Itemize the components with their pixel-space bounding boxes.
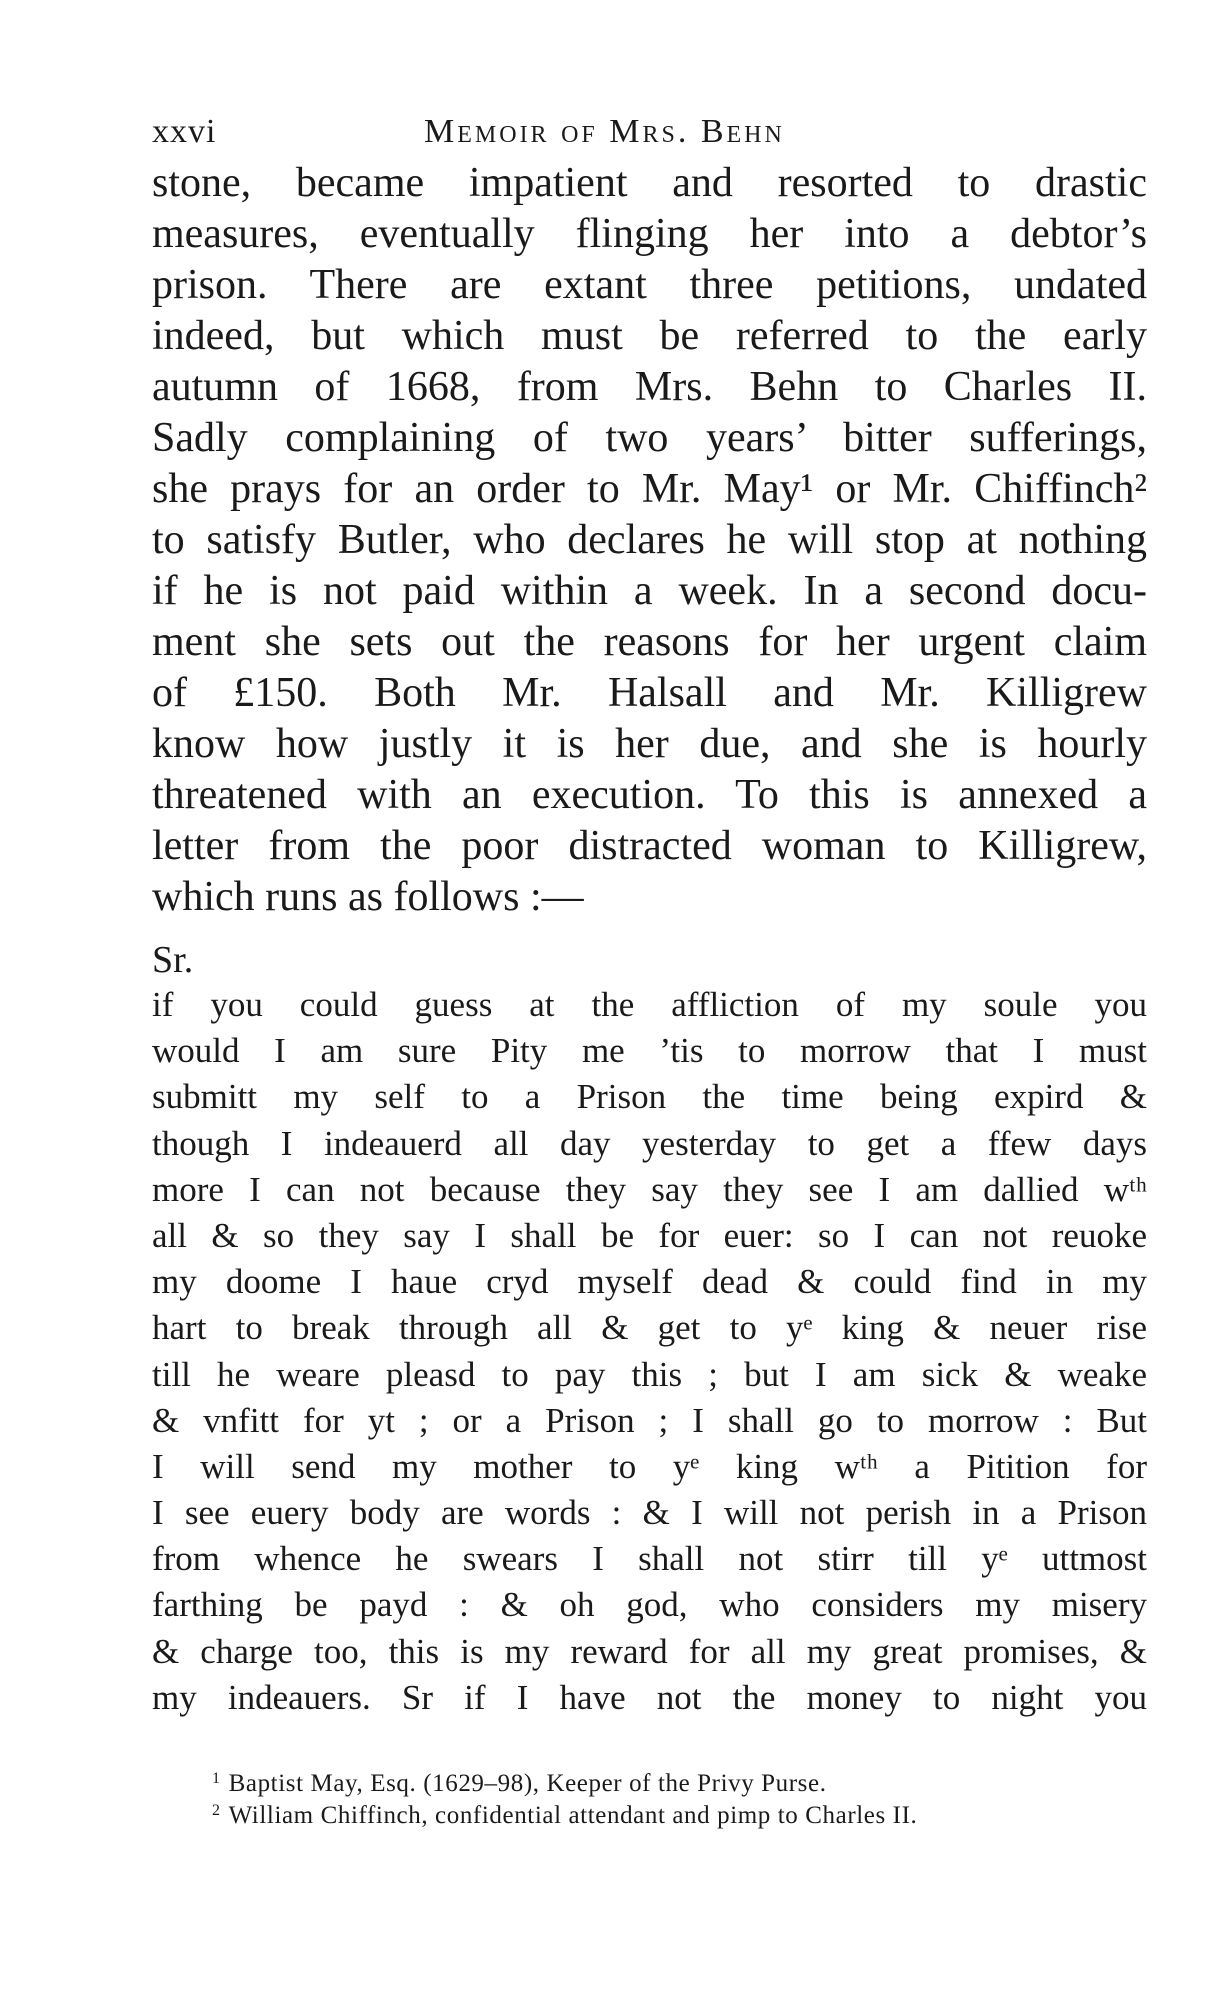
letter-line: hart to break through all & get to yᵉ king & neuer rise (152, 1308, 1147, 1348)
body-line: stone, became impatient and resorted to drastic (152, 160, 1147, 206)
body-line: letter from the poor distracted woman to Killigrew, (152, 823, 1147, 869)
footnote-text: Baptist May, Esq. (1629–98), Keeper of the Privy Purse. (228, 1770, 827, 1797)
footnote (212, 1795, 1147, 1827)
body-line: know how justly it is her due, and she is hourly (152, 721, 1147, 767)
body-line: to satisfy Butler, who declares he will stop at nothing (152, 517, 1147, 563)
letter-line: farthing be payd : & oh god, who considers my misery (152, 1585, 1147, 1625)
footnote (212, 1763, 1147, 1795)
body-line: ment she sets out the reasons for her urgent claim (152, 619, 1147, 665)
letter-line: all & so they say I shall be for euer: so I can not reuoke (152, 1215, 1147, 1255)
letter-line: though I indeauerd all day yesterday to get a ffew days (152, 1123, 1147, 1163)
body-line: measures, eventually flinging her into a debtor’s (152, 211, 1147, 257)
footnote-text: William Chiffinch, confidential attendant and pimp to Charles II. (228, 1802, 918, 1829)
letter-salutation: Sr. (152, 939, 194, 981)
letter-line: from whence he swears I shall not stirr till yᵉ uttmost (152, 1539, 1147, 1579)
body-paragraph (152, 158, 1147, 923)
body-line: she prays for an order to Mr. May¹ or Mr. Chiffinch² (152, 466, 1147, 512)
body-line: which runs as follows :— (152, 874, 584, 920)
footnotes (212, 1763, 1147, 1827)
letter-line: & charge too, this is my reward for all my great promises, & (152, 1631, 1147, 1671)
body-line: prison. There are extant three petitions, undated (152, 262, 1147, 308)
body-line: autumn of 1668, from Mrs. Behn to Charles II. (152, 364, 1147, 410)
body-line: indeed, but which must be referred to the early (152, 313, 1147, 359)
body-line: Sadly complaining of two years’ bitter sufferings, (152, 415, 1147, 461)
letter-line: submitt my self to a Prison the time being expird & (152, 1077, 1147, 1117)
body-line: of £150. Both Mr. Halsall and Mr. Killigrew (152, 670, 1147, 716)
body-line: threatened with an execution. To this is annexed a (152, 772, 1147, 818)
letter-line: & vnfitt for yt ; or a Prison ; I shall go to morrow : But (152, 1400, 1147, 1440)
letter-line: my doome I haue cryd myself dead & could find in my (152, 1262, 1147, 1302)
footnote-marker: 1 (212, 1770, 221, 1787)
letter-line: I will send my mother to yᵉ king wᵗʰ a Pitition for (152, 1446, 1147, 1486)
running-head (152, 108, 1152, 156)
footnote-marker: 2 (212, 1802, 221, 1819)
letter-line: if you could guess at the affliction of my soule you (152, 985, 1147, 1024)
letter-line: I see euery body are words : & I will not perish in a Prison (152, 1493, 1147, 1533)
page-number: xxvi (152, 113, 217, 150)
letter-line: would I am sure Pity me ’tis to morrow that I must (152, 1031, 1147, 1071)
letter-line: more I can not because they say they see I am dallied wᵗʰ (152, 1169, 1147, 1209)
letter-line: my indeauers. Sr if I have not the money to night you (152, 1677, 1147, 1717)
quoted-letter (152, 982, 1147, 1721)
running-title: Memoir of Mrs. Behn (424, 113, 785, 150)
body-line: if he is not paid within a week. In a second docu- (152, 568, 1147, 614)
letter-line: till he weare pleasd to pay this ; but I am sick & weake (152, 1354, 1147, 1394)
